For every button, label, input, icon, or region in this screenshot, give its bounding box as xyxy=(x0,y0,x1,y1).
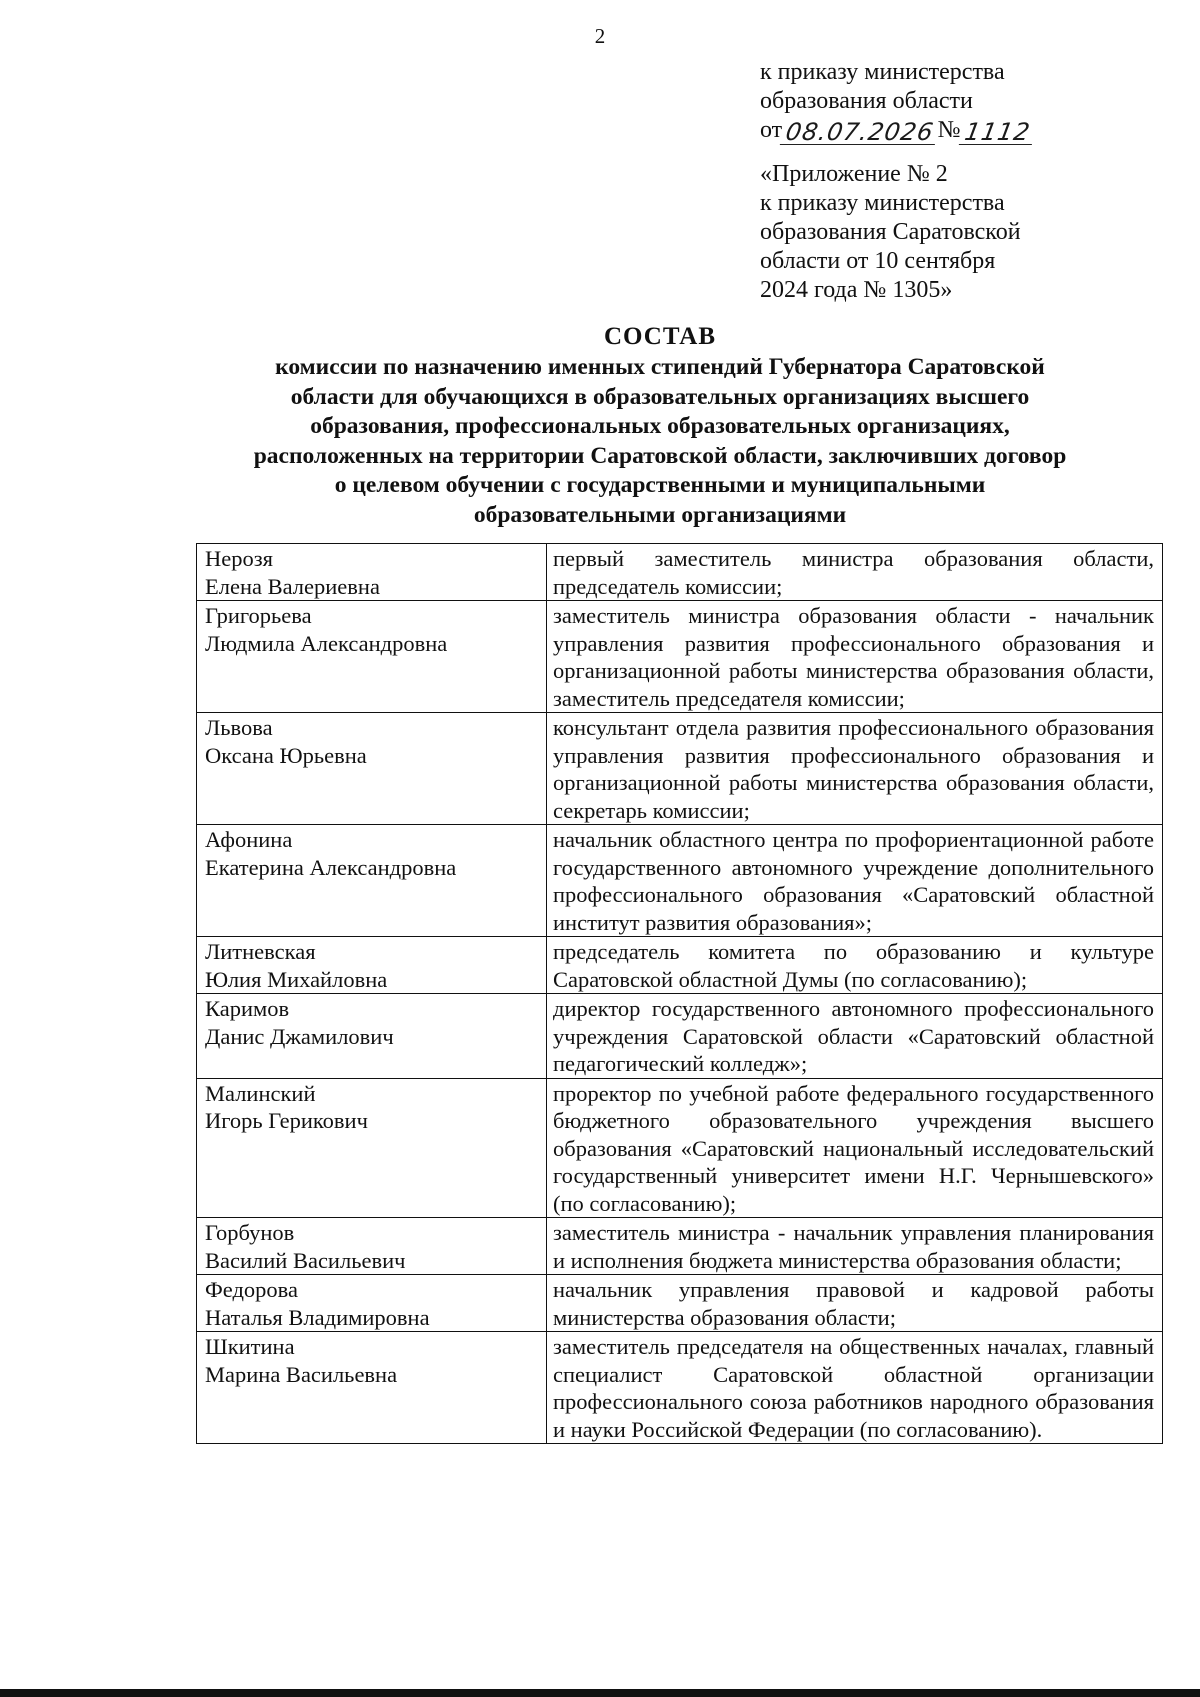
member-given-names: Оксана Юрьевна xyxy=(205,742,367,768)
order-ref-line: к приказу министерства xyxy=(760,59,1005,85)
document-title: СОСТАВ xyxy=(603,323,717,350)
member-role-cell: первый заместитель министра образования области, председатель комиссии; xyxy=(547,544,1163,601)
member-name-cell xyxy=(197,1218,547,1275)
table-row xyxy=(197,937,1163,994)
member-given-names: Елена Валериевна xyxy=(205,573,380,599)
member-given-names: Марина Васильевна xyxy=(205,1361,398,1387)
table-row xyxy=(197,1275,1163,1332)
subtitle-line: образовательными организациями xyxy=(473,501,847,528)
table-row xyxy=(197,601,1163,713)
member-name-cell xyxy=(197,1332,547,1444)
member-surname: Горбунов xyxy=(205,1220,295,1245)
member-surname: Нерозя xyxy=(205,546,273,571)
member-surname: Григорьева xyxy=(205,603,312,628)
handwritten-number: 1112 xyxy=(958,120,1035,145)
member-name-cell xyxy=(197,713,547,825)
member-surname: Федорова xyxy=(205,1277,298,1302)
member-surname: Каримов xyxy=(205,996,290,1021)
appendix-line: области от 10 сентября xyxy=(760,248,996,274)
member-name-cell xyxy=(197,1078,547,1218)
member-name-cell xyxy=(197,825,547,937)
member-given-names: Людмила Александровна xyxy=(205,630,448,656)
appendix-line: к приказу министерства xyxy=(760,190,1005,216)
appendix-reference xyxy=(760,160,1021,305)
member-name-cell xyxy=(197,544,547,601)
member-given-names: Василий Васильевич xyxy=(205,1247,406,1273)
order-date-number-line xyxy=(760,116,1034,145)
subtitle-line: о целевом обучении с государственными и муниципальными xyxy=(334,472,986,498)
member-surname: Литневская xyxy=(205,939,316,964)
member-name-cell xyxy=(197,601,547,713)
member-surname: Шкитина xyxy=(205,1334,295,1359)
subtitle-line: расположенных на территории Саратовской области, заключивших договор xyxy=(253,442,1067,469)
table-row xyxy=(197,994,1163,1079)
table-row xyxy=(197,1218,1163,1275)
member-role-cell: заместитель председателя на общественных началах, главный специалист Саратовской областной организации профессионального союза работников народного образования и науки Российской Федерации (по согласованию). xyxy=(547,1332,1163,1444)
subtitle-line: образования, профессиональных образовательных организациях, xyxy=(310,413,1010,439)
appendix-line: образования Саратовской xyxy=(760,219,1021,245)
scan-bottom-edge xyxy=(0,1689,1200,1697)
appendix-line: 2024 года № 1305» xyxy=(760,277,953,303)
member-role-cell: директор государственного автономного профессионального учреждения Саратовской области «Саратовский областной педагогический колледж»; xyxy=(547,994,1163,1079)
page-number: 2 xyxy=(594,24,606,48)
member-role-cell: председатель комитета по образованию и культуре Саратовской областной Думы (по согласованию); xyxy=(547,937,1163,994)
member-given-names: Наталья Владимировна xyxy=(205,1304,430,1330)
member-name-cell xyxy=(197,994,547,1079)
member-role-cell: начальник управления правовой и кадровой работы министерства образования области; xyxy=(547,1275,1163,1332)
member-role-cell: заместитель министра образования области - начальник управления развития профессионального образования и организационной работы министерства образования области, заместитель председателя комиссии; xyxy=(547,601,1163,713)
order-ref-line: образования области xyxy=(760,88,973,114)
member-given-names: Данис Джамилович xyxy=(205,1023,394,1049)
member-surname: Львова xyxy=(205,715,273,740)
member-surname: Малинский xyxy=(205,1080,316,1106)
table-row xyxy=(197,544,1163,601)
member-given-names: Игорь Герикович xyxy=(205,1108,368,1133)
number-prefix: № xyxy=(937,117,961,143)
date-prefix: от xyxy=(760,117,783,143)
member-given-names: Юлия Михайловна xyxy=(205,966,388,992)
table-row xyxy=(197,713,1163,825)
table-row xyxy=(197,825,1163,937)
member-role-cell: заместитель министра - начальник управления планирования и исполнения бюджета министерства образования области; xyxy=(547,1218,1163,1275)
subtitle-line: комиссии по назначению именных стипендий Губернатора Саратовской xyxy=(275,354,1045,380)
member-role-cell: консультант отдела развития профессионального образования управления развития профессионального образования и организационной работы министерства образования области, секретарь комиссии; xyxy=(547,713,1163,825)
table-row xyxy=(197,1078,1163,1218)
appendix-line: «Приложение № 2 xyxy=(760,161,948,187)
commission-members-table xyxy=(196,543,1163,1444)
table-row xyxy=(197,1332,1163,1444)
member-role-cell: начальник областного центра по профориентационной работе государственного автономного учреждение дополнительного профессионального образования «Саратовский областной институт развития образования»; xyxy=(547,825,1163,937)
document-subtitle xyxy=(150,353,1170,530)
member-role-cell: проректор по учебной работе федерального государственного бюджетного образовательного учреждения высшего образования «Саратовский национальный исследовательский государственный университет имени Н.Г. Чернышевского» (по согласованию); xyxy=(547,1078,1163,1218)
member-name-cell xyxy=(197,1275,547,1332)
member-given-names: Екатерина Александровна xyxy=(205,854,457,880)
handwritten-date: 08.07.2026 xyxy=(780,120,940,145)
subtitle-line: области для обучающихся в образовательных организациях высшего xyxy=(290,383,1030,410)
member-surname: Афонина xyxy=(205,827,293,852)
member-name-cell xyxy=(197,937,547,994)
order-reference xyxy=(760,58,1034,145)
